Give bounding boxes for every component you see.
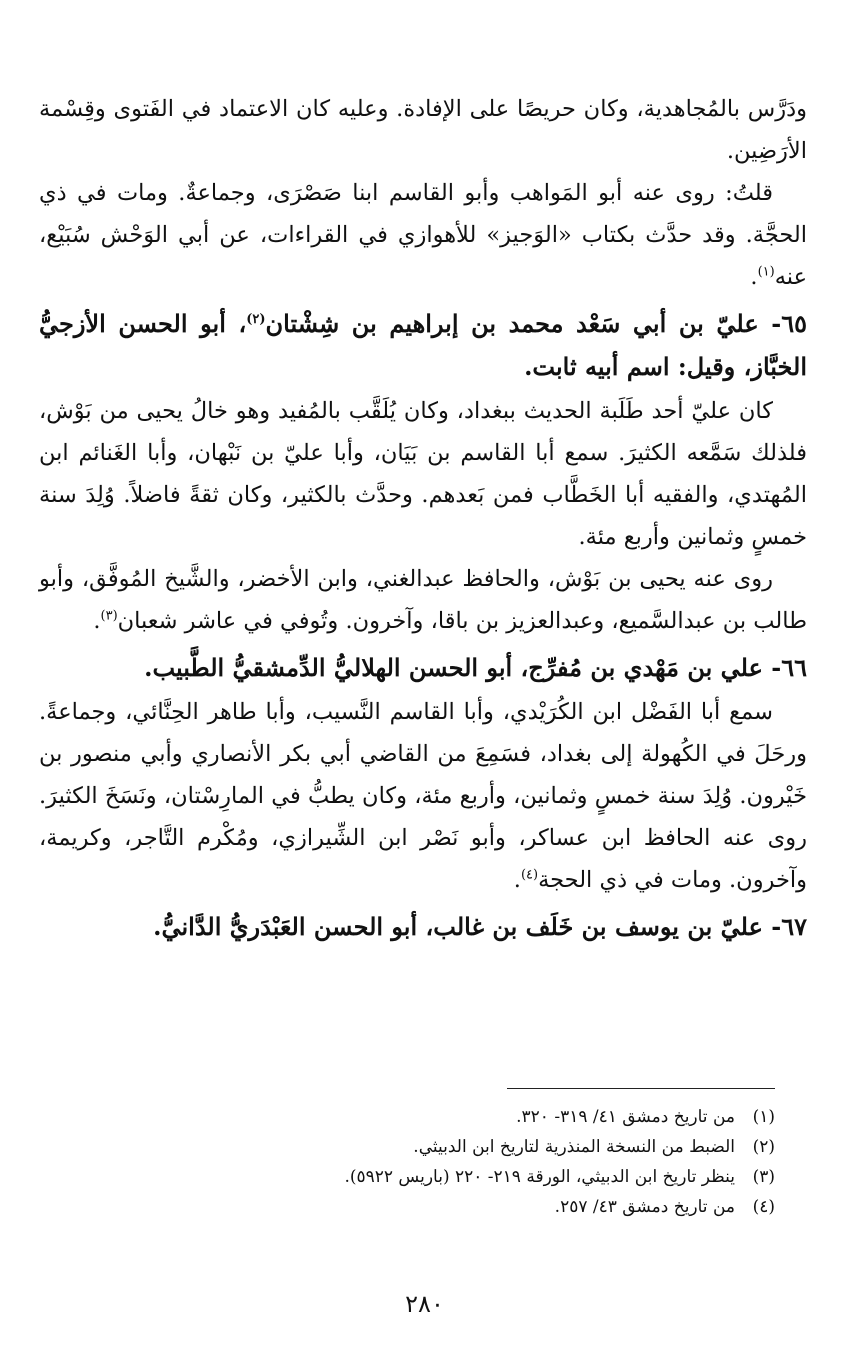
paragraph-entry-65-narrators [39, 558, 807, 642]
footnote-number: (٢) [752, 1137, 775, 1157]
footnote-item [75, 1132, 775, 1162]
footnote-separator [507, 1088, 775, 1089]
paragraph-end: . [750, 264, 758, 290]
page-number: ٢٨٠ [405, 1290, 444, 1318]
paragraph-end: . [513, 867, 521, 893]
paragraph-author-note [39, 172, 807, 298]
footnote-text: من تاريخ دمشق ٤٣/ ٢٥٧. [554, 1197, 735, 1217]
footnote-item [75, 1102, 775, 1132]
footnote-number: (٤) [752, 1197, 775, 1217]
paragraph-text: سمع أبا الفَضْل ابن الكُرَيْدي، وأبا القاسم النَّسيب، وأبا طاهر الحِنَّائي، وجماعةً. ورحَلَ في الكُهولة إلى بغداد، فسَمِعَ من القاضي أبي بكر الأنصاري وأبي منصور بن خَيْرون. وُلِدَ سنة خمسٍ وثمانين، وأربع مئة، وكان يطبُّ في المارِسْتان، ونَسَخَ الكثيرَ. روى عنه الحافظ ابن عساكر، وأبو نَصْر ابن الشِّيرازي، ومُكْرم التَّاجر، وكريمة، وآخرون. ومات في ذي الحجة [39, 699, 807, 893]
footnote-ref: (١) [757, 264, 775, 280]
page-body [39, 88, 807, 950]
entry-heading-text: ٦٥- عليّ بن أبي سَعْد محمد بن إبراهيم بن شِشْتان [265, 309, 808, 338]
paragraph-continuation: ودَرَّس بالمُجاهدية، وكان حريصًا على الإفادة. وعليه كان الاعتماد في الفَتوى وقِسْمة الأرَضِين. [39, 96, 807, 164]
paragraph-text: روى عنه يحيى بن بَوْش، والحافظ عبدالغني، وابن الأخضر، والشَّيخ المُوفَّق، وأبو طالب بن عبدالسَّميع، وعبدالعزيز بن باقا، وآخرون. وتُوفي في عاشر شعبان [39, 566, 807, 634]
footnote-item [75, 1192, 775, 1222]
footnote-text: الضبط من النسخة المنذرية لتاريخ ابن الدبيثي. [413, 1137, 735, 1157]
footnote-ref: (٣) [100, 608, 118, 624]
footnote-text: ينظر تاريخ ابن الدبيثي، الورقة ٢١٩- ٢٢٠ (باريس ٥٩٢٢). [344, 1167, 735, 1187]
footnote-item [75, 1162, 775, 1192]
entry-heading-66: ٦٦- علي بن مَهْدي بن مُفرِّج، أبو الحسن الهلاليُّ الدِّمشقيُّ الطَّبيب. [144, 653, 807, 682]
paragraph-entry-65-bio: كان عليّ أحد طَلَبة الحديث ببغداد، وكان يُلَقَّب بالمُفيد وهو خالُ يحيى من بَوْش، فلذلك سَمَّعه الكثيرَ. سمع أبا القاسم بن بَيَان، وأبا عليّ بن نَبْهان، وأبا الغَنائم ابن المُهتدي، والفقيه أبا الخَطَّاب فمن بَعدهم. وحدَّث بالكثير، وكان ثقةً فاضلاً. وُلِدَ سنة خمسٍ وثمانين وأربع مئة. [39, 398, 807, 550]
paragraph-end: . [93, 608, 101, 634]
footnote-number: (٣) [752, 1167, 775, 1187]
paragraph-text: قلتُ: روى عنه أبو المَواهب وأبو القاسم ابنا صَصْرَى، وجماعةٌ. ومات في ذي الحجَّة. وقد حدَّث بكتاب «الوَجيز» للأهوازي في القراءات، عن أبي الوَحْش سُبَيْع، عنه [39, 180, 807, 290]
footnote-ref: (٤) [520, 867, 539, 883]
entry-heading-65 [39, 302, 807, 388]
footnotes [75, 1102, 775, 1222]
entry-heading-67: ٦٧- عليّ بن يوسف بن خَلَف بن غالب، أبو الحسن العَبْدَريُّ الدَّانيُّ. [153, 912, 807, 941]
paragraph-entry-66-bio [39, 691, 807, 901]
footnote-text: من تاريخ دمشق ٤١/ ٣١٩- ٣٢٠. [516, 1107, 735, 1127]
footnote-number: (١) [752, 1107, 775, 1127]
entry-heading-text: ، أبو الحسن الأزجيُّ الخبَّاز، وقيل: اسم أبيه ثابت. [39, 309, 807, 381]
footnote-ref: (٢) [246, 312, 266, 327]
